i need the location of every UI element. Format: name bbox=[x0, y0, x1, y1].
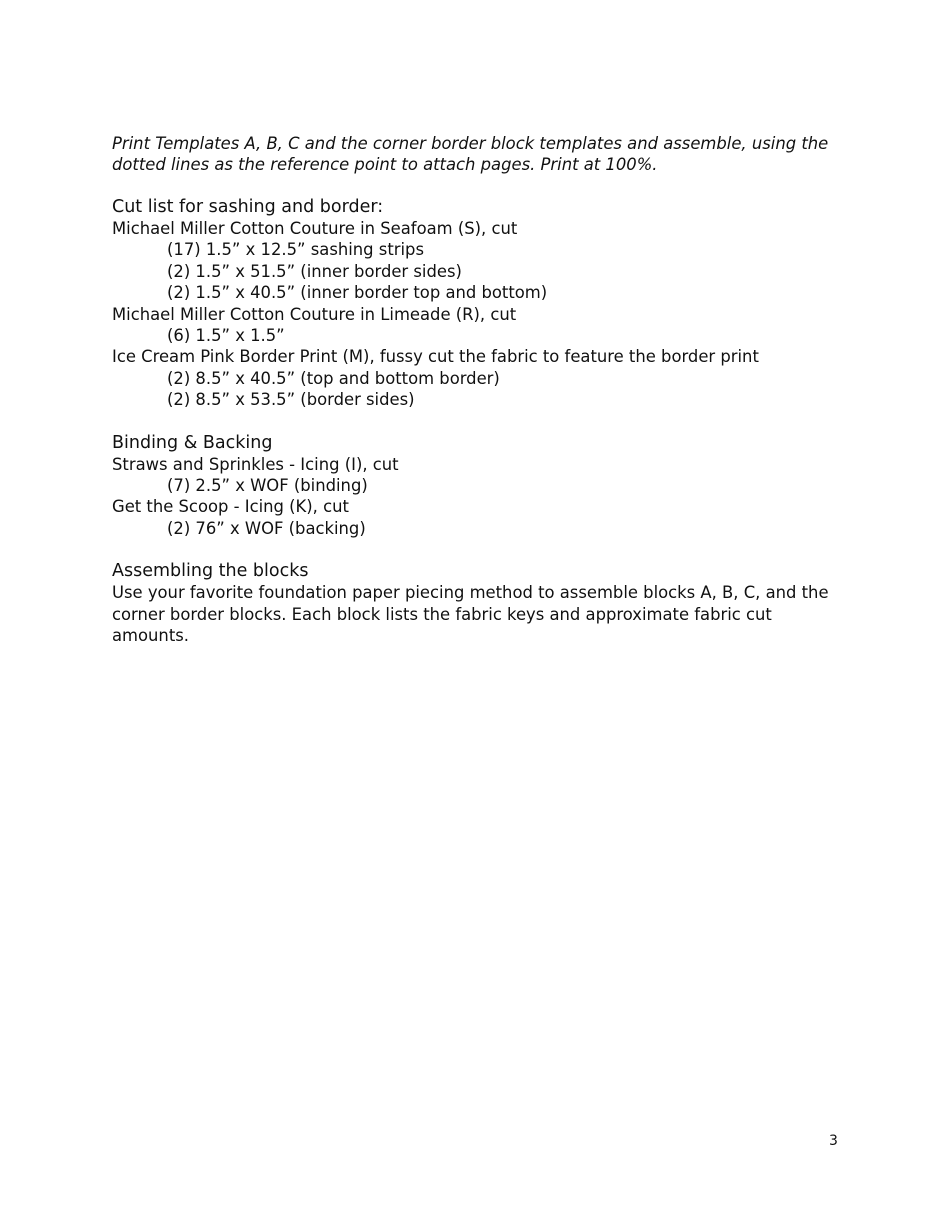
cut-item: (7) 2.5” x WOF (binding) bbox=[167, 476, 368, 496]
cut-item: (2) 8.5” x 40.5” (top and bottom border) bbox=[167, 368, 500, 388]
assembling-heading: Assembling the blocks bbox=[112, 561, 309, 582]
cut-item: (2) 1.5” x 40.5” (inner border top and bottom) bbox=[167, 283, 548, 303]
cut-item: (2) 1.5” x 51.5” (inner border sides) bbox=[167, 261, 462, 281]
page-content bbox=[112, 133, 842, 647]
cut-list-section bbox=[112, 196, 842, 411]
fabric-line: Straws and Sprinkles - Icing (I), cut bbox=[112, 454, 399, 474]
fabric-line: Ice Cream Pink Border Print (M), fussy cut the fabric to feature the border print bbox=[112, 347, 759, 367]
binding-backing-section bbox=[112, 432, 842, 540]
fabric-line: Get the Scoop - Icing (K), cut bbox=[112, 497, 349, 517]
cut-list-lines bbox=[112, 218, 842, 411]
binding-backing-heading: Binding & Backing bbox=[112, 432, 273, 453]
cut-item: (17) 1.5” x 12.5” sashing strips bbox=[167, 240, 425, 260]
cut-item: (6) 1.5” x 1.5” bbox=[167, 326, 285, 346]
assembling-section bbox=[112, 560, 842, 646]
page-number: 3 bbox=[829, 1133, 838, 1149]
fabric-line: Michael Miller Cotton Couture in Limeade (R), cut bbox=[112, 304, 517, 324]
binding-backing-lines bbox=[112, 454, 842, 540]
cut-list-heading: Cut list for sashing and border: bbox=[112, 197, 384, 217]
fabric-line: Michael Miller Cotton Couture in Seafoam (S), cut bbox=[112, 219, 518, 238]
intro-instructions: Print Templates A, B, C and the corner border block templates and assemble, using the dotted lines as the reference point to attach pages. Print at 100%. bbox=[112, 134, 829, 174]
cut-item: (2) 76” x WOF (backing) bbox=[167, 518, 366, 538]
assembling-paragraph: Use your favorite foundation paper piecing method to assemble blocks A, B, C, and the corner border blocks. Each block lists the fabric keys and approximate fabric cut amounts. bbox=[112, 583, 829, 646]
cut-item: (2) 8.5” x 53.5” (border sides) bbox=[167, 390, 415, 410]
